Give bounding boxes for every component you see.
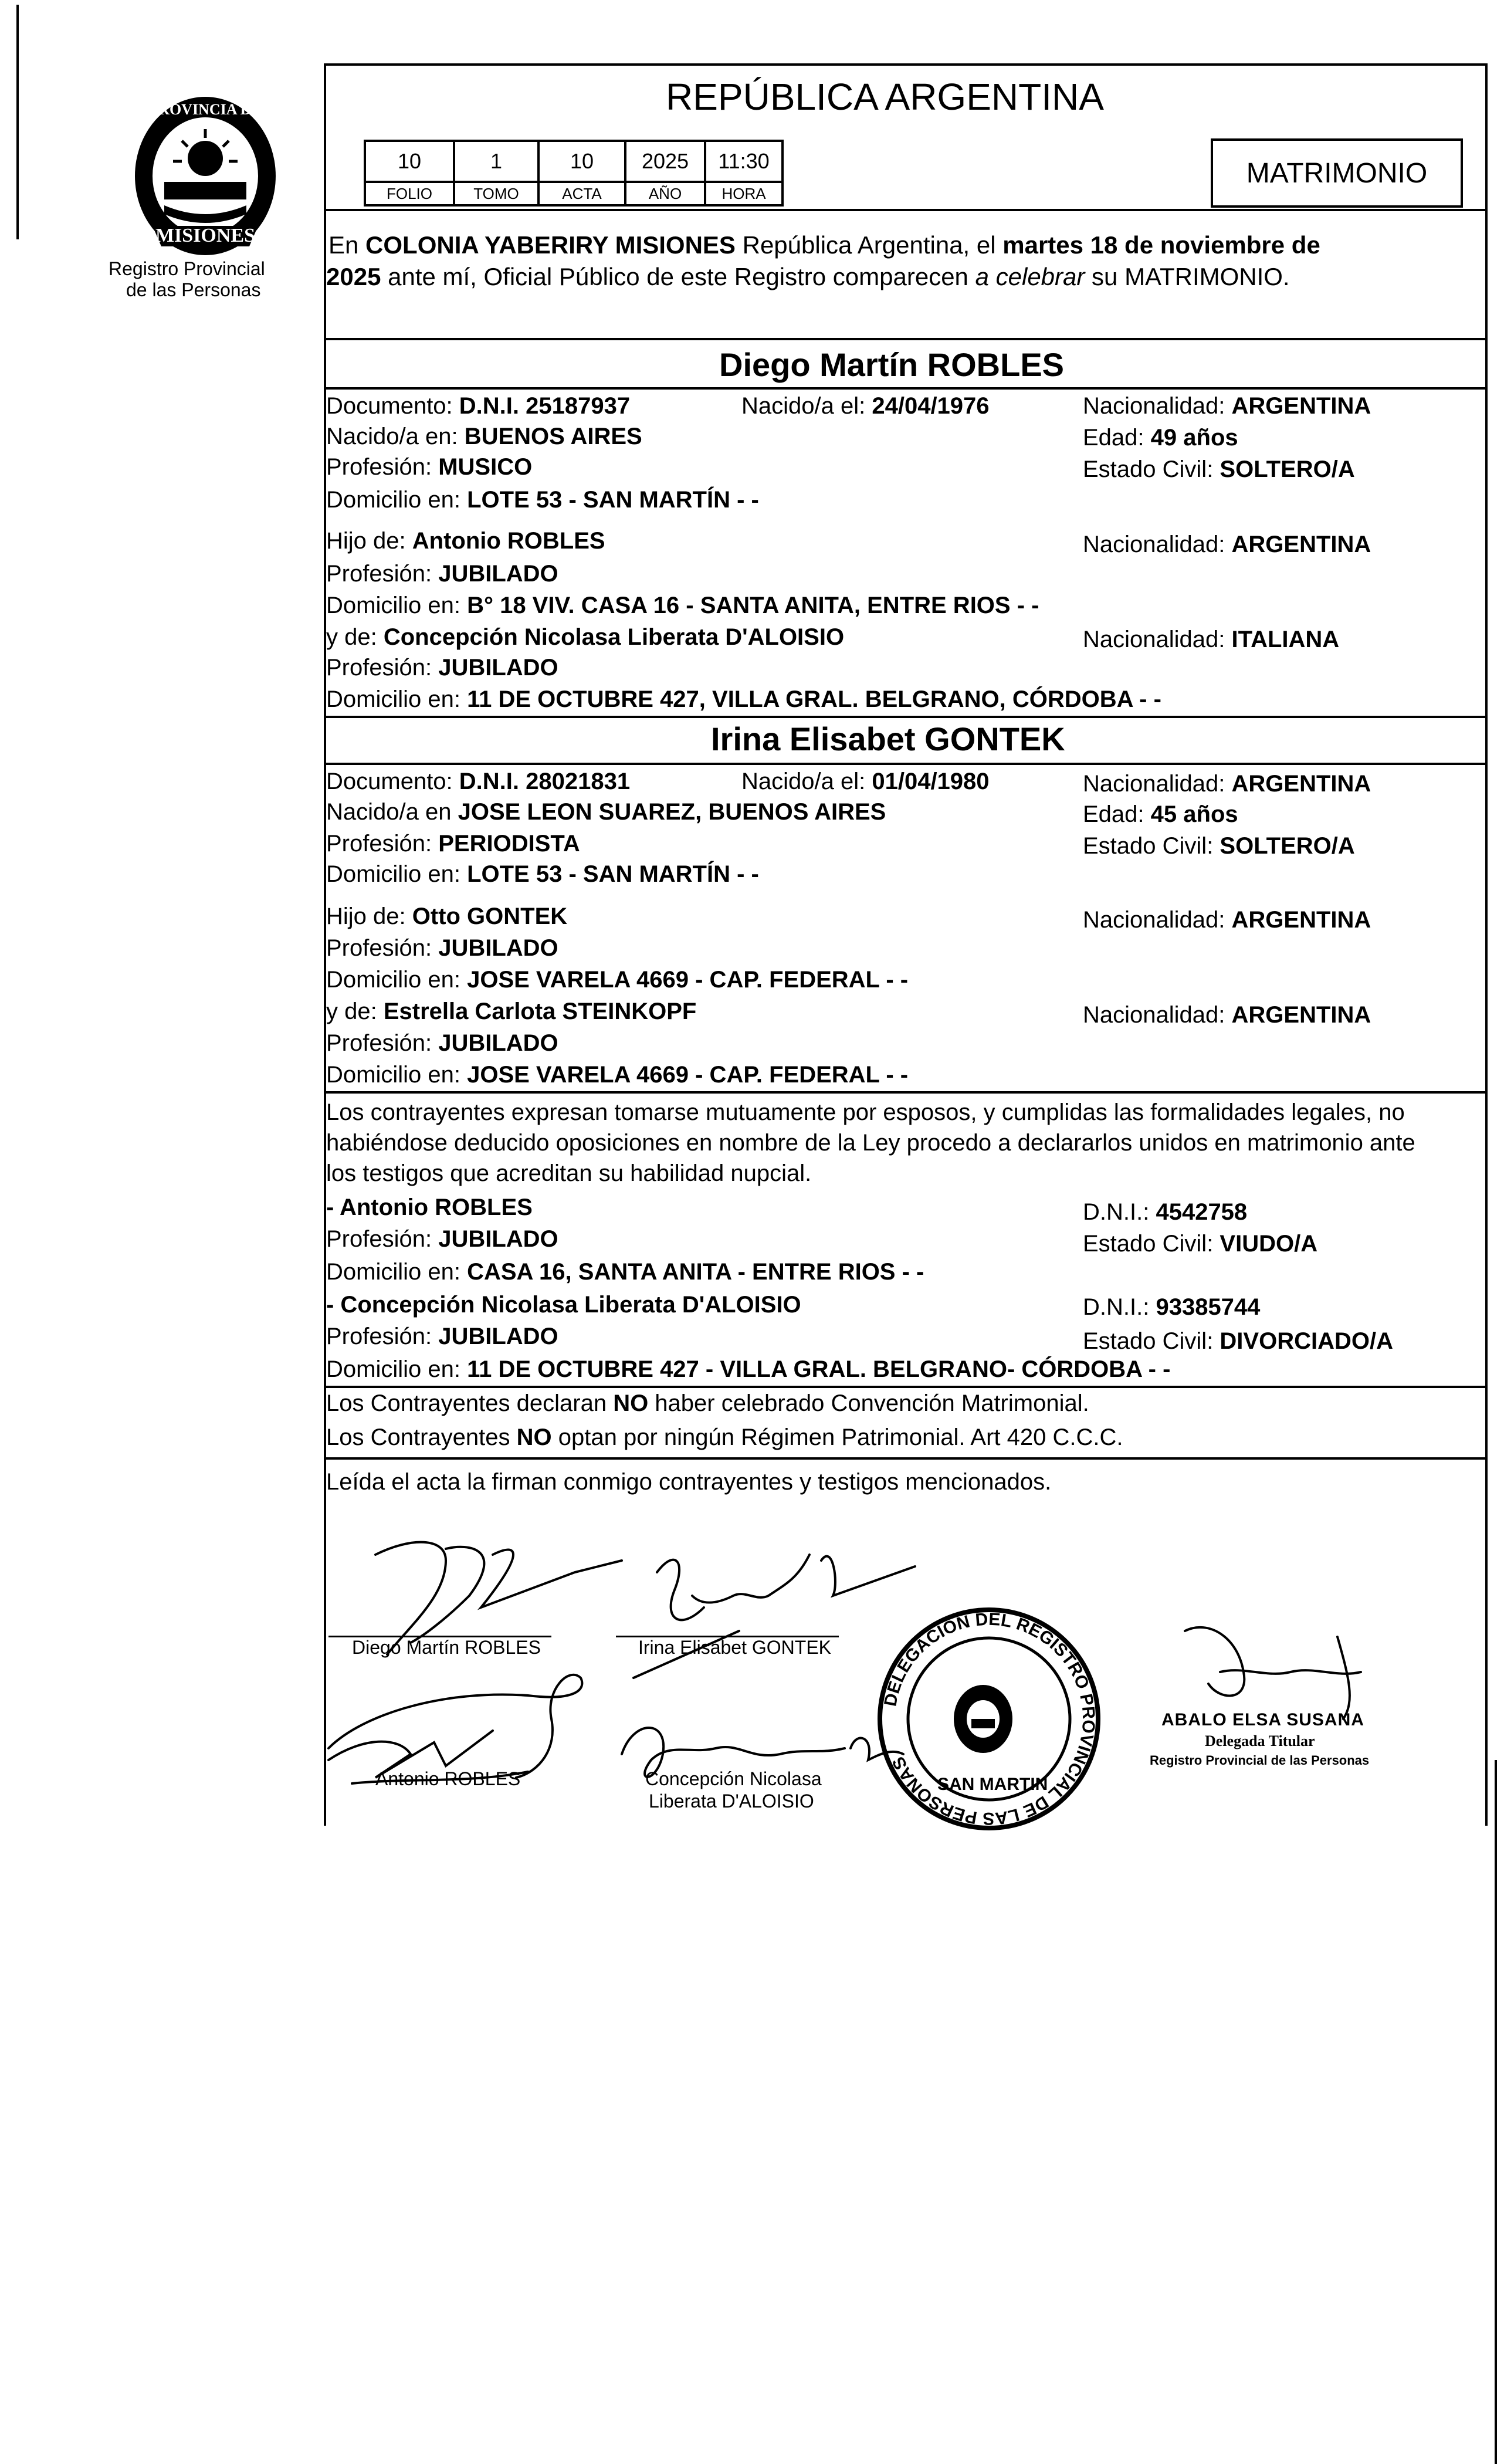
party1-mother-prof: Profesión: JUBILADO bbox=[326, 655, 558, 681]
party2-prof: Profesión: PERIODISTA bbox=[326, 831, 580, 857]
hora-label: HORA bbox=[704, 181, 784, 207]
intro-line-2: 2025 ante mí, Oficial Público de este Registro comparecen a celebrar su MATRIMONIO. bbox=[326, 263, 1290, 290]
svg-text:MISIONES: MISIONES bbox=[155, 225, 256, 246]
hora-value: 11:30 bbox=[704, 140, 784, 183]
officer-role: Delegada Titular bbox=[1205, 1732, 1315, 1749]
witness1-civil: Estado Civil: VIUDO/A bbox=[1083, 1231, 1318, 1257]
witness1-prof: Profesión: JUBILADO bbox=[326, 1226, 558, 1252]
signature-caption-4a: Concepción Nicolasa bbox=[645, 1768, 822, 1789]
party2-age: Edad: 45 años bbox=[1083, 801, 1238, 827]
tomo-label: TOMO bbox=[453, 181, 540, 207]
declaration-line-2: habiéndose deducido oposiciones en nombre de la Ley procedo a declararlos unidos en matrimonio ante bbox=[326, 1130, 1415, 1156]
party1-father-prof: Profesión: JUBILADO bbox=[326, 561, 558, 587]
witness1-name: - Antonio ROBLES bbox=[326, 1194, 533, 1220]
party1-name: Diego Martín ROBLES bbox=[719, 346, 1065, 383]
signature-caption-2: Irina Elisabet GONTEK bbox=[638, 1637, 831, 1658]
party1-father: Hijo de: Antonio ROBLES bbox=[326, 528, 605, 554]
closing-text: Leída el acta la firman conmigo contrayentes y testigos mencionados. bbox=[326, 1469, 1052, 1495]
page-title: REPÚBLICA ARGENTINA bbox=[666, 76, 1104, 118]
party1-mother-dom: Domicilio en: 11 DE OCTUBRE 427, VILLA GRAL. BELGRANO, CÓRDOBA - - bbox=[326, 686, 1161, 712]
witness2-dni: D.N.I.: 93385744 bbox=[1083, 1294, 1261, 1320]
acta-label: ACTA bbox=[537, 181, 626, 207]
party2-father-prof: Profesión: JUBILADO bbox=[326, 935, 558, 961]
acta-value: 10 bbox=[537, 140, 626, 183]
folio-value: 10 bbox=[364, 140, 455, 183]
witness2-prof: Profesión: JUBILADO bbox=[326, 1324, 558, 1349]
convention-line-2: Los Contrayentes NO optan por ningún Régimen Patrimonial. Art 420 C.C.C. bbox=[326, 1424, 1123, 1450]
party2-nat: Nacionalidad: ARGENTINA bbox=[1083, 771, 1371, 797]
party1-born: Nacido/a el: 24/04/1976 bbox=[741, 393, 990, 419]
intro-line-1: En COLONIA YABERIRY MISIONES República Argentina, el martes 18 de noviembre de bbox=[328, 231, 1320, 259]
party2-mother-nat: Nacionalidad: ARGENTINA bbox=[1083, 1002, 1371, 1028]
folio-label: FOLIO bbox=[364, 181, 455, 207]
anio-value: 2025 bbox=[624, 140, 706, 183]
seal-text bbox=[868, 1598, 1110, 1840]
party2-born: Nacido/a el: 01/04/1980 bbox=[741, 769, 990, 794]
party2-mother-dom: Domicilio en: JOSE VARELA 4669 - CAP. FEDERAL - - bbox=[326, 1062, 909, 1088]
witness1-dni: D.N.I.: 4542758 bbox=[1083, 1199, 1248, 1225]
tomo-value: 1 bbox=[453, 140, 540, 183]
witness1-dom: Domicilio en: CASA 16, SANTA ANITA - ENTRE RIOS - - bbox=[326, 1259, 924, 1285]
party1-father-dom: Domicilio en: B° 18 VIV. CASA 16 - SANTA ANITA, ENTRE RIOS - - bbox=[326, 593, 1039, 618]
signature-caption-4b: Liberata D'ALOISIO bbox=[649, 1791, 814, 1812]
party2-father-dom: Domicilio en: JOSE VARELA 4669 - CAP. FEDERAL - - bbox=[326, 967, 909, 993]
party2-mother: y de: Estrella Carlota STEINKOPF bbox=[326, 999, 697, 1024]
party1-age: Edad: 49 años bbox=[1083, 425, 1238, 451]
officer-org: Registro Provincial de las Personas bbox=[1150, 1753, 1370, 1768]
party2-dom: Domicilio en: LOTE 53 - SAN MARTÍN - - bbox=[326, 861, 759, 887]
signature-caption-3: Antonio ROBLES bbox=[375, 1768, 521, 1789]
party1-nat: Nacionalidad: ARGENTINA bbox=[1083, 393, 1371, 419]
party1-father-nat: Nacionalidad: ARGENTINA bbox=[1083, 532, 1371, 557]
party2-civil: Estado Civil: SOLTERO/A bbox=[1083, 833, 1355, 859]
party2-mother-prof: Profesión: JUBILADO bbox=[326, 1030, 558, 1056]
declaration-line-3: los testigos que acreditan su habilidad nupcial. bbox=[326, 1160, 812, 1186]
seal-center-text: SAN MARTIN bbox=[937, 1775, 1048, 1794]
witness2-dom: Domicilio en: 11 DE OCTUBRE 427 - VILLA GRAL. BELGRANO- CÓRDOBA - - bbox=[326, 1356, 1171, 1382]
signature-caption-1: Diego Martín ROBLES bbox=[352, 1637, 541, 1658]
party1-dom: Domicilio en: LOTE 53 - SAN MARTÍN - - bbox=[326, 487, 759, 513]
party2-name: Irina Elisabet GONTEK bbox=[711, 720, 1065, 757]
party1-mother: y de: Concepción Nicolasa Liberata D'ALOISIO bbox=[326, 624, 845, 650]
svg-text:DELEGACION DEL REGISTRO PROVIN: DELEGACION DEL REGISTRO PROVINCIAL DE LAS PERSONAS bbox=[880, 1609, 1099, 1829]
witness2-name: - Concepción Nicolasa Liberata D'ALOISIO bbox=[326, 1292, 801, 1318]
party1-mother-nat: Nacionalidad: ITALIANA bbox=[1083, 627, 1340, 652]
party1-birthplace: Nacido/a en: BUENOS AIRES bbox=[326, 424, 642, 449]
convention-line-1: Los Contrayentes declaran NO haber celebrado Convención Matrimonial. bbox=[326, 1390, 1089, 1416]
party1-doc: Documento: D.N.I. 25187937 bbox=[326, 393, 631, 419]
party1-prof: Profesión: MUSICO bbox=[326, 454, 533, 480]
party2-father-nat: Nacionalidad: ARGENTINA bbox=[1083, 907, 1371, 933]
logo-caption-1: Registro Provincial bbox=[109, 258, 265, 279]
party1-civil: Estado Civil: SOLTERO/A bbox=[1083, 456, 1355, 482]
document-type-box: MATRIMONIO bbox=[1211, 138, 1463, 208]
declaration-line-1: Los contrayentes expresan tomarse mutuamente por esposos, y cumplidas las formalidades legales, no bbox=[326, 1099, 1405, 1125]
officer-name: ABALO ELSA SUSANA bbox=[1161, 1710, 1364, 1729]
witness2-civil: Estado Civil: DIVORCIADO/A bbox=[1083, 1328, 1393, 1354]
anio-label: AÑO bbox=[624, 181, 706, 207]
svg-text:PROVINCIA DE: PROVINCIA DE bbox=[149, 101, 262, 118]
party2-birthplace: Nacido/a en JOSE LEON SUAREZ, BUENOS AIRES bbox=[326, 799, 886, 825]
party2-father: Hijo de: Otto GONTEK bbox=[326, 903, 568, 929]
logo-caption-2: de las Personas bbox=[126, 279, 261, 300]
party2-doc: Documento: D.N.I. 28021831 bbox=[326, 769, 631, 794]
